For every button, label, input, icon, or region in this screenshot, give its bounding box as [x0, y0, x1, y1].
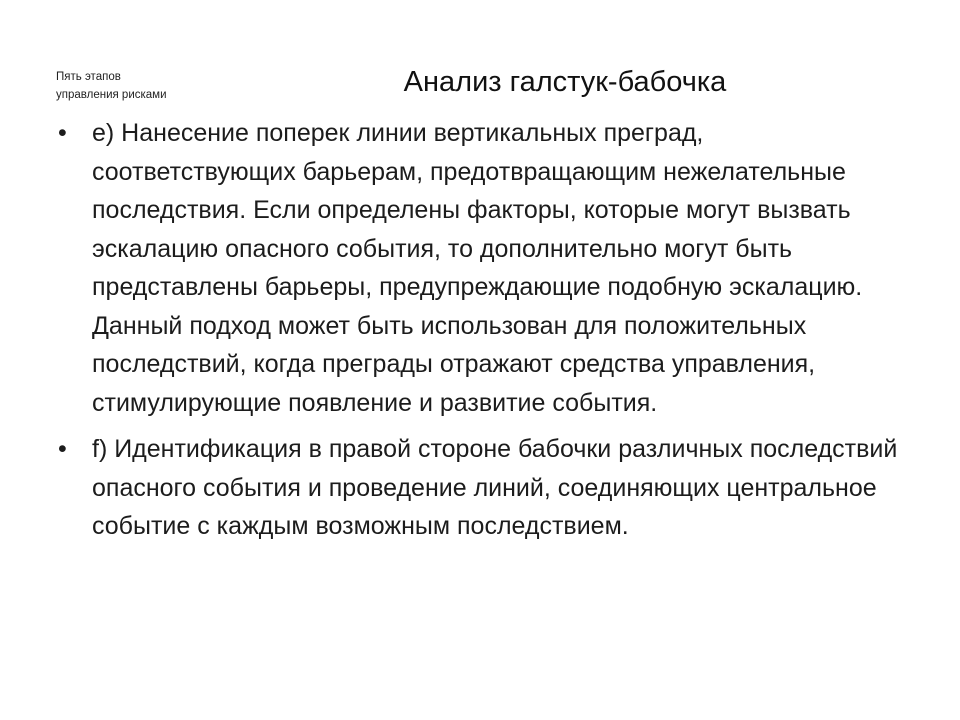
section-label	[56, 68, 256, 104]
slide-title: Анализ галстук-бабочка	[403, 66, 727, 98]
bullet-text-e: e) Нанесение поперек линии вертикальных преград, соответствующих барьерам, предотвращающим нежелательные последствия. Если определены факторы, которые могут вызвать эскалацию опасного события, то дополнительно могут быть представлены барьеры, предупреждающие подобную эскалацию. Данный подход может быть использован для положительных последствий, когда преграды отражают средства управления, стимулирующие появление и развитие события.	[92, 119, 863, 417]
bullet-item-f	[58, 430, 908, 546]
bullet-dot-icon: •	[58, 435, 67, 463]
bullet-dot-icon: •	[58, 119, 67, 147]
bullet-item-e	[58, 114, 908, 422]
bullet-text-f: f) Идентификация в правой стороне бабочки различных последствий опасного события и проведение линий, соединяющих центральное событие с каждым возможным последствием.	[92, 435, 898, 540]
section-label-line1: Пять этапов	[56, 71, 121, 83]
bullet-list	[58, 114, 908, 554]
section-label-line2: управления рисками	[56, 89, 167, 101]
